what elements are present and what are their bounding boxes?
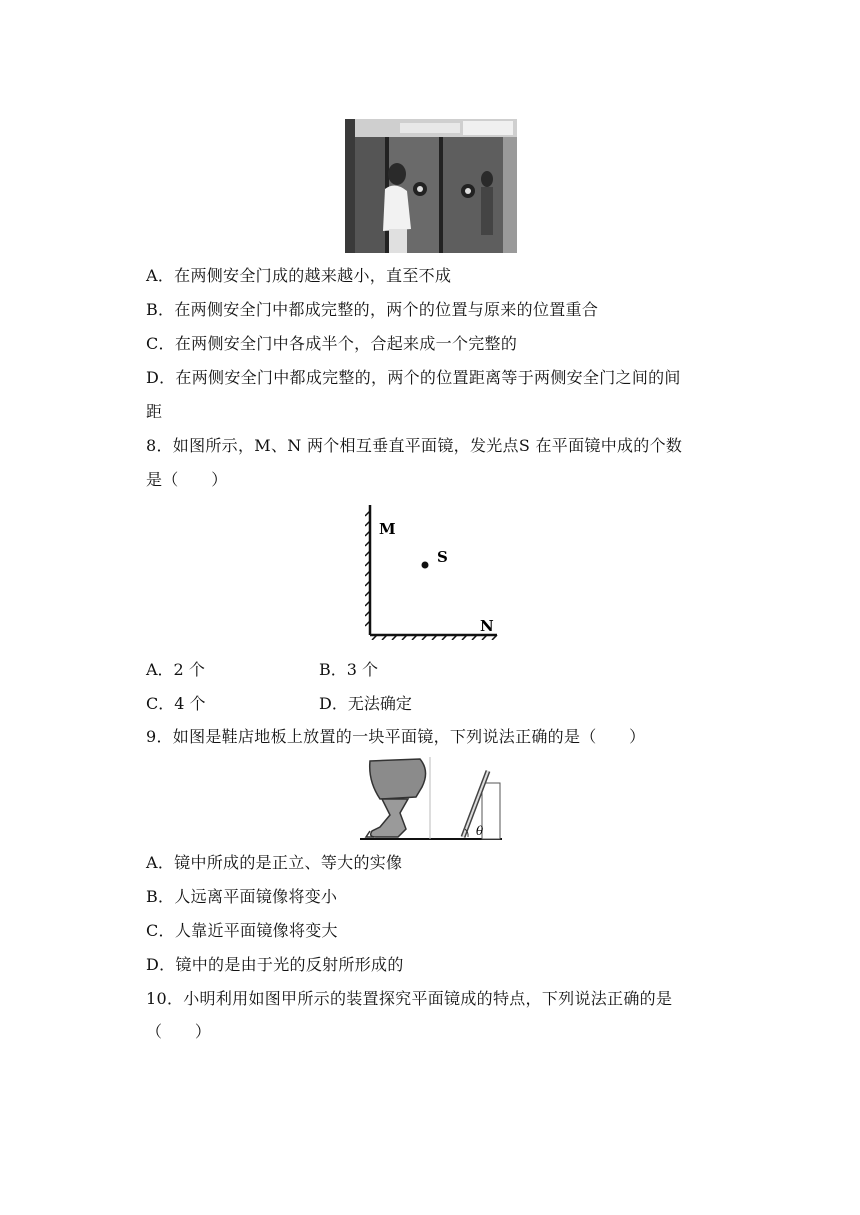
safety-door-photo xyxy=(345,119,517,253)
q10-stem: 10．小明利用如图甲所示的装置探究平面镜成的特点，下列说法正确的是 xyxy=(146,989,673,1008)
q9-option-b: B．人远离平面镜像将变小 xyxy=(146,887,338,906)
q9-option-a: A．镜中所成的是正立、等大的实像 xyxy=(146,853,403,872)
q7-option-d-cont: 距 xyxy=(146,402,163,421)
perpendicular-mirrors-figure xyxy=(365,505,500,640)
q8-stem: 8．如图所示，M、N 两个相互垂直平面镜，发光点S 在平面镜中成的个数 xyxy=(146,436,683,455)
q8-option-b: B．3 个 xyxy=(319,660,379,679)
q9-option-c: C．人靠近平面镜像将变大 xyxy=(146,921,338,940)
q7-option-c: C．在两侧安全门中各成半个，合起来成一个完整的 xyxy=(146,334,518,353)
q8-option-d: D．无法确定 xyxy=(319,694,412,713)
q8-stem-cont: 是（ ） xyxy=(146,470,228,489)
point-s-label: S xyxy=(437,548,448,566)
q8-option-a: A．2 个 xyxy=(146,660,205,679)
light-point-s xyxy=(422,562,429,569)
q9-option-d: D．镜中的是由于光的反射所形成的 xyxy=(146,955,404,974)
q8-option-c: C．4 个 xyxy=(146,694,206,713)
shoe-mirror-figure xyxy=(360,757,502,841)
q7-option-b: B．在两侧安全门中都成完整的，两个的位置与原来的位置重合 xyxy=(146,300,599,319)
mirror-n-label: N xyxy=(480,617,494,635)
mirror-m-label: M xyxy=(379,520,396,538)
q10-stem-cont: （ ） xyxy=(146,1022,212,1041)
q7-option-a: A．在两侧安全门成的越来越小，直至不成 xyxy=(146,266,452,285)
angle-theta-label: θ xyxy=(476,824,484,838)
q9-stem: 9．如图是鞋店地板上放置的一块平面镜，下列说法正确的是（ ） xyxy=(146,727,646,746)
q7-option-d: D．在两侧安全门中都成完整的，两个的位置距离等于两侧安全门之间的间 xyxy=(146,368,681,387)
